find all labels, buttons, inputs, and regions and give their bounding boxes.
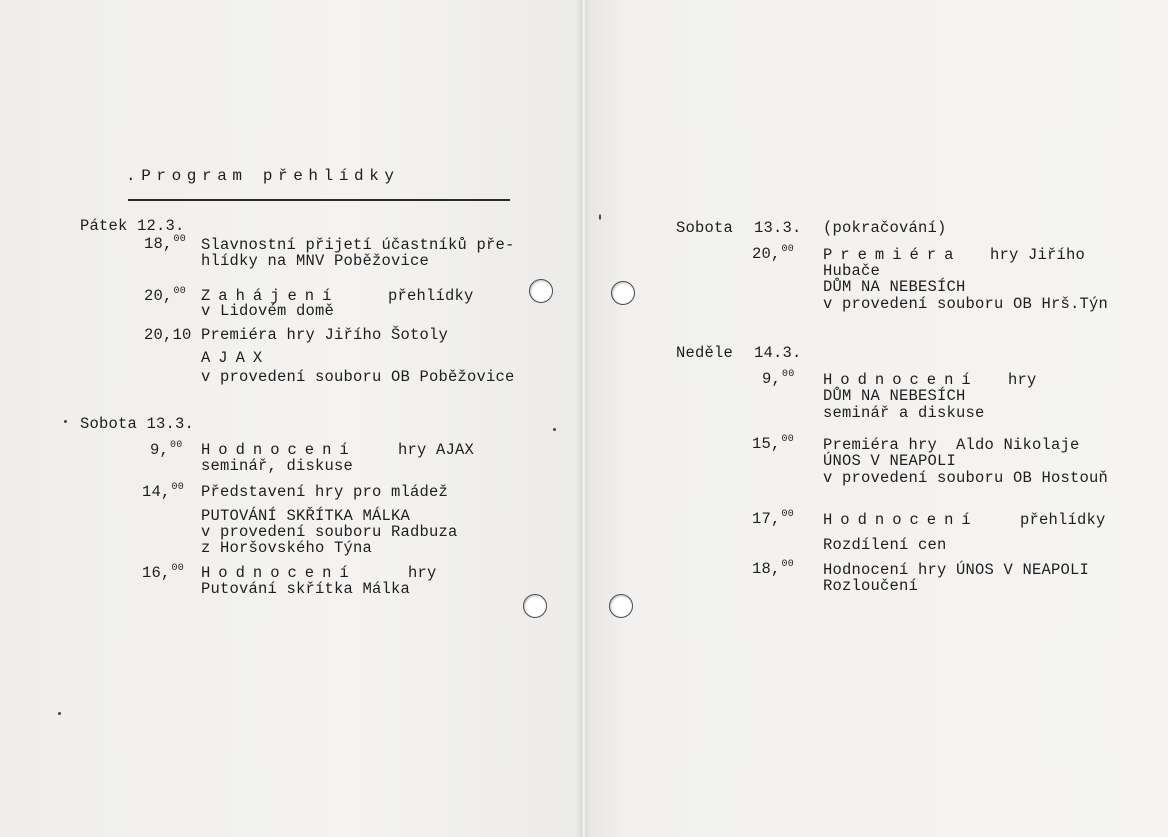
- event-text: přehlídky: [388, 287, 474, 305]
- punch-hole-left-bottom: [523, 594, 547, 618]
- event-text: v Lidovém domě: [201, 302, 335, 320]
- event-time: 20,00: [752, 244, 794, 263]
- event-text: hry: [1008, 371, 1037, 389]
- event-time: 9,00: [762, 369, 795, 388]
- event-text: z Horšovského Týna: [201, 539, 373, 557]
- punch-hole-left-top: [529, 279, 553, 303]
- event-time: 17,00: [752, 509, 794, 528]
- page-fold: [576, 0, 590, 837]
- event-text: Hubače: [823, 262, 881, 280]
- event-text: v provedení souboru OB Hostouň: [823, 469, 1109, 487]
- event-text: Premiéra hry Jiřího Šotoly: [201, 326, 449, 344]
- event-time: 14,00: [142, 482, 184, 501]
- event-time: 15,00: [752, 434, 794, 453]
- event-text: Slavnostní přijetí účastníků pře-: [201, 236, 515, 254]
- event-text: ÚNOS V NEAPOLI: [823, 452, 957, 470]
- event-text: Představení hry pro mládež: [201, 483, 449, 501]
- day-heading-saturday: Sobota 13.3.: [80, 415, 195, 433]
- event-text: v provedení souboru OB Poběžovice: [201, 368, 515, 386]
- event-time: 20,00: [144, 286, 186, 305]
- day-heading-saturday-cont: Sobota: [676, 219, 734, 237]
- title-underline: [128, 199, 510, 201]
- event-time: 18,00: [752, 559, 794, 578]
- day-heading-sunday: Neděle: [676, 344, 734, 362]
- event-text: seminář a diskuse: [823, 404, 985, 422]
- event-text: přehlídky: [1020, 511, 1106, 529]
- day-date: 13.3.: [754, 219, 802, 237]
- event-text: seminář, diskuse: [201, 457, 354, 475]
- event-text: PUTOVÁNÍ SKŘÍTKA MÁLKA: [201, 507, 411, 525]
- event-text: hry Jiřího: [990, 246, 1086, 264]
- day-heading-friday: Pátek 12.3.: [80, 217, 185, 235]
- event-text: AJAX: [201, 349, 271, 367]
- event-text: Hodnocení: [823, 511, 979, 529]
- event-text: hry: [408, 564, 437, 582]
- event-text: Hodnocení: [201, 564, 357, 582]
- continuation-note: (pokračování): [823, 219, 947, 237]
- punch-hole-right-top: [611, 281, 635, 305]
- paper-speck: [599, 214, 601, 220]
- event-text: Zahájení: [201, 287, 340, 305]
- event-time: 20,10: [144, 326, 192, 344]
- event-text: hlídky na MNV Poběžovice: [201, 252, 430, 270]
- event-text: v provedení souboru OB Hrš.Týn: [823, 295, 1109, 313]
- paper-speck: [58, 712, 61, 715]
- event-time: 18,00: [144, 234, 186, 253]
- event-text: Hodnocení hry ÚNOS V NEAPOLI: [823, 561, 1090, 579]
- event-text: Putování skřítka Málka: [201, 580, 411, 598]
- day-date: 14.3.: [754, 344, 802, 362]
- paper-speck: [553, 428, 556, 431]
- page-title: .Program přehlídky: [126, 167, 400, 185]
- event-time: 16,00: [142, 563, 184, 582]
- event-text: Rozloučení: [823, 577, 919, 595]
- event-text: DŮM NA NEBESÍCH: [823, 278, 966, 296]
- event-text: DŮM NA NEBESÍCH: [823, 387, 966, 405]
- event-time: 9,00: [150, 440, 183, 459]
- punch-hole-right-bottom: [609, 594, 633, 618]
- event-text: hry AJAX: [398, 441, 475, 459]
- event-text: Rozdílení cen: [823, 536, 947, 554]
- event-text: v provedení souboru Radbuza: [201, 523, 458, 541]
- event-text: Hodnocení: [823, 371, 979, 389]
- event-text: Premiéra hry Aldo Nikolaje: [823, 436, 1080, 454]
- paper-speck: [64, 420, 67, 423]
- event-text: Hodnocení: [201, 441, 357, 459]
- event-text: Premiéra: [823, 246, 962, 264]
